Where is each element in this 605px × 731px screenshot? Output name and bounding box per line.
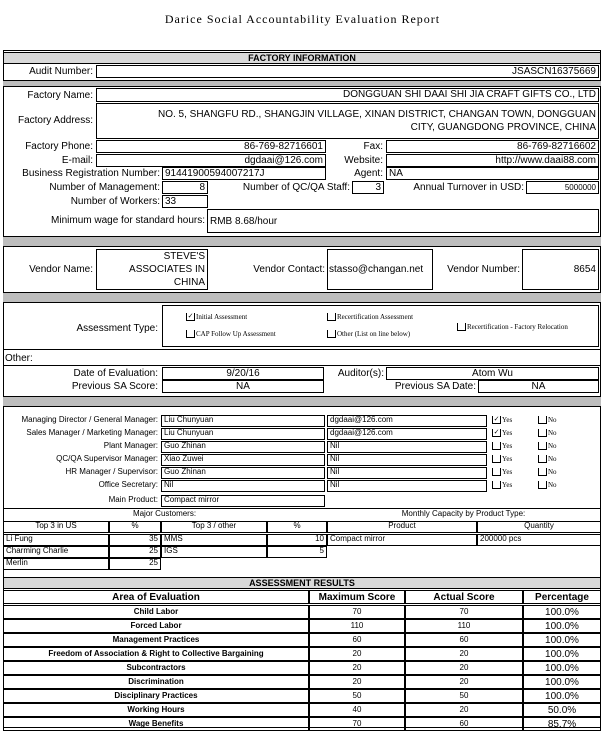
vendor-name-line: CHINA [173, 277, 205, 288]
no-label: No [548, 429, 557, 438]
checkbox-icon[interactable] [492, 442, 501, 450]
previous-date-value: NA [478, 380, 599, 393]
result-actual-score: 20 [405, 647, 523, 661]
contact-no-option[interactable] [538, 429, 582, 441]
result-actual-score: 50 [405, 689, 523, 703]
contact-yes-option[interactable] [492, 455, 536, 467]
checkbox-icon[interactable] [538, 468, 547, 476]
option-other-label: Other (List on line below) [337, 330, 411, 339]
checkbox-icon[interactable] [327, 313, 336, 321]
contact-no-option[interactable] [538, 481, 582, 493]
yes-label: Yes [502, 455, 513, 464]
assessment-type-label: Assessment Type: [76, 323, 158, 334]
turnover-label: Annual Turnover in USD: [413, 182, 524, 193]
divider-band [3, 236, 601, 247]
result-area: Discrimination [3, 675, 309, 689]
checkbox-icon[interactable] [457, 323, 466, 331]
checkbox-icon[interactable] [492, 481, 501, 489]
other-pct-header: % [267, 521, 327, 533]
min-wage-label: Minimum wage for standard hours: [51, 215, 205, 226]
contact-role: Managing Director / General Manager: [21, 416, 158, 424]
previous-score-value: NA [162, 380, 324, 393]
factory-name-label: Factory Name: [27, 90, 93, 101]
evaluation-date-label: Date of Evaluation: [73, 368, 158, 379]
other-customer-name: IGS [161, 546, 267, 558]
divider-band [3, 292, 601, 303]
checked-checkbox-icon[interactable]: ✓ [493, 429, 500, 436]
yes-label: Yes [502, 481, 513, 490]
contact-role: QC/QA Supervisor Manager: [56, 455, 158, 463]
result-percentage: 50.0% [523, 703, 601, 717]
auditor-label: Auditor(s): [337, 368, 384, 379]
factory-phone-value: 86-769-82716601 [96, 140, 326, 153]
contact-yes-option[interactable] [492, 429, 536, 441]
option-recert[interactable] [327, 313, 413, 322]
result-max-score: 50 [309, 689, 405, 703]
qc-staff-label: Number of QC/QA Staff: [242, 182, 350, 193]
yes-label: Yes [502, 429, 513, 438]
checkbox-icon[interactable] [538, 455, 547, 463]
no-label: No [548, 455, 557, 464]
result-percentage: 100.0% [523, 661, 601, 675]
checkbox-icon[interactable] [186, 330, 195, 338]
checkbox-icon[interactable] [492, 468, 501, 476]
factory-address-value [96, 103, 599, 139]
contact-no-option[interactable] [538, 442, 582, 454]
factory-name-value: DONGGUAN SHI DAAI SHI JIA CRAFT GIFTS CO., LTD [96, 88, 599, 102]
vendor-number-label: Vendor Number: [447, 264, 520, 275]
contact-email: Nil [327, 480, 487, 492]
contact-name: Guo Zhinan [161, 467, 325, 479]
percentage-header: Percentage [523, 590, 601, 604]
contact-no-option[interactable] [538, 455, 582, 467]
audit-number-label: Audit Number: [29, 66, 93, 77]
result-percentage: 100.0% [523, 689, 601, 703]
other-customers-header: Top 3 / other [161, 521, 267, 533]
us-customer-name: Charming Charlie [3, 546, 109, 558]
checked-checkbox-icon[interactable]: ✓ [493, 416, 500, 423]
no-label: No [548, 468, 557, 477]
checkbox-icon[interactable] [538, 481, 547, 489]
result-max-score: 20 [309, 675, 405, 689]
result-area: Child Labor [3, 605, 309, 619]
agent-label: Agent: [354, 168, 383, 179]
contact-yes-option[interactable] [492, 442, 536, 454]
yes-label: Yes [502, 416, 513, 425]
main-product-value: Compact mirror [161, 495, 325, 507]
result-max-score: 70 [309, 605, 405, 619]
result-percentage: 100.0% [523, 647, 601, 661]
us-customer-name: Li Fung [3, 534, 109, 546]
contact-yes-option[interactable] [492, 416, 536, 428]
vendor-number-value: 8654 [522, 249, 599, 290]
checkbox-icon[interactable] [327, 330, 336, 338]
quantity-header: Quantity [477, 521, 601, 533]
option-cap[interactable] [186, 330, 276, 339]
website-label: Website: [344, 155, 383, 166]
yes-label: Yes [502, 442, 513, 451]
contact-role: HR Manager / Supervisor: [65, 468, 158, 476]
vendor-name-value [96, 249, 208, 290]
report-title: Darice Social Accountability Evaluation Report [164, 12, 441, 26]
contact-role: Plant Manager: [103, 442, 158, 450]
option-recert-relocation-label: Recertification - Factory Relocation [467, 323, 568, 332]
yes-label: Yes [502, 468, 513, 477]
contact-name: Liu Chunyuan [161, 428, 325, 440]
result-area: Freedom of Association & Right to Collective Bargaining [3, 647, 309, 661]
result-area: Subcontractors [3, 661, 309, 675]
option-other[interactable] [327, 330, 410, 339]
address-line-1: NO. 5, SHANGFU RD., SHANGJIN VILLAGE, XINAN DISTRICT, CHANGAN TOWN, DONGGUAN [157, 109, 596, 120]
result-actual-score: 110 [405, 619, 523, 633]
contact-role: Office Secretary: [98, 481, 158, 489]
checked-checkbox-icon[interactable]: ✓ [187, 313, 194, 320]
divider-line [3, 349, 601, 350]
result-area: Management Practices [3, 633, 309, 647]
no-label: No [548, 442, 557, 451]
result-max-score: 20 [309, 647, 405, 661]
management-value: 8 [162, 181, 208, 194]
previous-date-label: Previous SA Date: [394, 381, 476, 392]
divider-line [3, 365, 601, 366]
max-score-header: Maximum Score [309, 590, 405, 604]
us-pct-header: % [109, 521, 161, 533]
result-percentage: 100.0% [523, 605, 601, 619]
contact-name: Guo Zhinan [161, 441, 325, 453]
min-wage-value: RMB 8.68/hour [207, 209, 599, 233]
contact-yes-option[interactable] [492, 468, 536, 480]
result-max-score: 60 [309, 633, 405, 647]
fax-value: 86-769-82716602 [386, 140, 599, 153]
option-cap-label: CAP Follow Up Assessment [196, 330, 276, 339]
major-customers-title: Major Customers: [132, 510, 197, 518]
contact-name: Xiao Zuwei [161, 454, 325, 466]
result-area: Wage Benefits [3, 717, 309, 731]
no-label: No [548, 416, 557, 425]
option-initial-label: Initial Assessment [196, 313, 248, 322]
contact-email: Nil [327, 467, 487, 479]
address-line-2: CITY, GUANGDONG PROVINCE, CHINA [410, 122, 596, 133]
result-max-score: 110 [309, 619, 405, 633]
result-max-score: 40 [309, 703, 405, 717]
email-label: E-mail: [61, 155, 93, 166]
factory-phone-label: Factory Phone: [25, 141, 93, 152]
brn-value: 91441900594007217J [162, 167, 326, 180]
contact-email: dgdaai@126.com [327, 428, 487, 440]
website-value: http://www.daai88.com [386, 154, 599, 167]
no-label: No [548, 481, 557, 490]
audit-number-value: JSASCN16375669 [96, 65, 599, 78]
assessment-results-header: ASSESSMENT RESULTS [3, 577, 601, 589]
us-customers-header: Top 3 in US [3, 521, 109, 533]
result-percentage: 100.0% [523, 633, 601, 647]
result-actual-score: 70 [405, 605, 523, 619]
option-recert-label: Recertification Assessment [337, 313, 414, 322]
us-customer-pct: 25 [109, 546, 161, 558]
result-percentage: 100.0% [523, 675, 601, 689]
contact-no-option[interactable] [538, 416, 582, 428]
contact-name: Nil [161, 480, 325, 492]
brn-label: Business Registration Number: [22, 168, 160, 179]
contact-email: Nil [327, 454, 487, 466]
vendor-contact-label: Vendor Contact: [253, 264, 325, 275]
vendor-name-label: Vendor Name: [29, 264, 93, 275]
result-actual-score: 20 [405, 703, 523, 717]
result-area: Working Hours [3, 703, 309, 717]
divider-band [3, 80, 601, 87]
other-customer-pct: 10 [267, 534, 327, 546]
result-actual-score: 60 [405, 717, 523, 731]
vendor-contact-value: stasso@changan.net [327, 249, 433, 290]
email-value: dgdaai@126.com [96, 154, 326, 167]
checkbox-icon[interactable] [538, 429, 547, 437]
result-actual-score: 20 [405, 675, 523, 689]
fax-label: Fax: [363, 141, 383, 152]
us-customer-name: Merlin [3, 558, 109, 570]
factory-info-header: FACTORY INFORMATION [3, 52, 601, 64]
main-product-label: Main Product: [108, 496, 158, 504]
agent-value: NA [386, 167, 599, 180]
result-actual-score: 60 [405, 633, 523, 647]
workers-value: 33 [162, 195, 208, 208]
other-customer-name: MMS [161, 534, 267, 546]
contact-no-option[interactable] [538, 468, 582, 480]
evaluation-date-value: 9/20/16 [162, 367, 324, 380]
option-recert-relocation[interactable] [457, 323, 568, 332]
area-header: Area of Evaluation [3, 590, 309, 604]
vendor-name-line: STEVE'S [163, 251, 205, 262]
other-customer-pct: 5 [267, 546, 327, 558]
previous-score-label: Previous SA Score: [71, 381, 158, 392]
capacity-product: Compact mirror [327, 534, 477, 546]
divider-line [3, 508, 601, 509]
result-actual-score: 20 [405, 661, 523, 675]
other-label: Other: [5, 353, 33, 364]
contact-yes-option[interactable] [492, 481, 536, 493]
result-area: Forced Labor [3, 619, 309, 633]
auditor-value: Atom Wu [386, 367, 599, 380]
contact-email: dgdaai@126.com [327, 415, 487, 427]
result-area: Disciplinary Practices [3, 689, 309, 703]
checkbox-icon[interactable] [492, 455, 501, 463]
management-label: Number of Management: [49, 182, 160, 193]
contact-name: Liu Chunyuan [161, 415, 325, 427]
actual-score-header: Actual Score [405, 590, 523, 604]
contact-email: Nil [327, 441, 487, 453]
turnover-value: 5000000 [526, 181, 599, 194]
capacity-quantity: 200000 pcs [477, 534, 601, 546]
product-header: Product [327, 521, 477, 533]
contact-role: Sales Manager / Marketing Manager: [26, 429, 158, 437]
factory-address-label: Factory Address: [17, 115, 93, 126]
result-percentage: 85.7% [523, 717, 601, 731]
result-max-score: 70 [309, 717, 405, 731]
qc-staff-value: 3 [352, 181, 384, 194]
divider-band [3, 396, 601, 407]
result-percentage: 100.0% [523, 619, 601, 633]
vendor-name-line: ASSOCIATES IN [129, 264, 205, 275]
us-customer-pct: 25 [109, 558, 161, 570]
result-max-score: 20 [309, 661, 405, 675]
capacity-title: Monthly Capacity by Product Type: [401, 510, 526, 518]
us-customer-pct: 35 [109, 534, 161, 546]
checkbox-icon[interactable] [538, 442, 547, 450]
workers-label: Number of Workers: [70, 196, 160, 207]
checkbox-icon[interactable] [538, 416, 547, 424]
option-initial[interactable] [186, 313, 247, 322]
